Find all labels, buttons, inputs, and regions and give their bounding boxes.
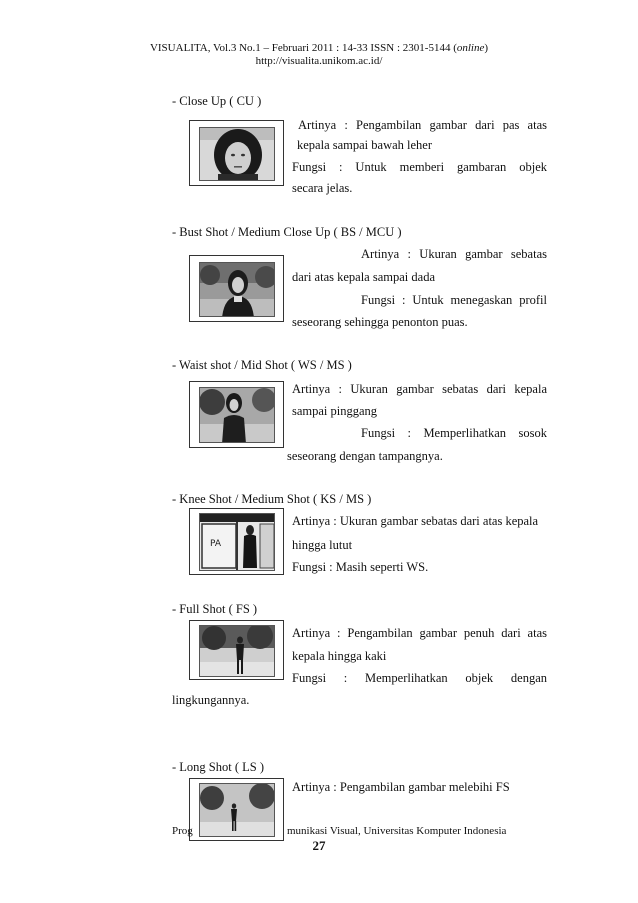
journal-header bbox=[0, 42, 638, 55]
long-shot-photo bbox=[199, 783, 275, 837]
bust-shot-photo bbox=[199, 262, 275, 317]
photo-frame bbox=[189, 381, 284, 448]
svg-text:PA: PA bbox=[210, 539, 222, 549]
section-heading-ws: - Waist shot / Mid Shot ( WS / MS ) bbox=[172, 358, 352, 372]
photo-frame bbox=[189, 120, 284, 186]
bs-line-4: seseorang sehingga penonton puas. bbox=[292, 315, 468, 329]
full-shot-photo bbox=[199, 625, 275, 677]
ws-line-4: seseorang dengan tampangnya. bbox=[287, 449, 443, 463]
section-heading-ks: - Knee Shot / Medium Shot ( KS / MS ) bbox=[172, 492, 372, 506]
photo-frame bbox=[189, 508, 284, 575]
cu-line-4: secara jelas. bbox=[292, 181, 353, 195]
bs-line-3: Fungsi : Untuk menegaskan profil bbox=[361, 293, 547, 307]
ls-line-1: Artinya : Pengambilan gambar melebihi FS bbox=[292, 780, 510, 794]
photo-frame bbox=[189, 620, 284, 680]
section-heading-cu: - Close Up ( CU ) bbox=[172, 94, 262, 108]
section-heading-bs: - Bust Shot / Medium Close Up ( BS / MCU ) bbox=[172, 225, 402, 239]
photo-frame bbox=[189, 255, 284, 322]
section-heading-fs: - Full Shot ( FS ) bbox=[172, 602, 258, 616]
photo-frame bbox=[189, 778, 284, 841]
header-online: online bbox=[456, 42, 485, 54]
ks-line-1: Artinya : Ukuran gambar sebatas dari atas kepala bbox=[292, 514, 539, 528]
bs-line-1: Artinya : Ukuran gambar sebatas bbox=[361, 247, 547, 261]
ks-line-3: Fungsi : Masih seperti WS. bbox=[292, 560, 429, 574]
fs-line-3: Fungsi : Memperlihatkan objek dengan bbox=[292, 671, 547, 685]
cu-line-3: Fungsi : Untuk memberi gambaran objek bbox=[292, 160, 547, 174]
fs-line-1: Artinya : Pengambilan gambar penuh dari atas bbox=[292, 626, 547, 640]
ws-line-1: Artinya : Ukuran gambar sebatas dari kepala bbox=[292, 382, 547, 396]
cu-line-2: kepala sampai bawah leher bbox=[297, 138, 433, 152]
header-citation: VISUALITA, Vol.3 No.1 – Februari 2011 : 14-33 ISSN : 2301-5144 ( bbox=[149, 42, 457, 54]
close-up-photo bbox=[199, 127, 275, 181]
journal-url: http://visualita.unikom.ac.id/ bbox=[255, 55, 383, 67]
ws-line-2: sampai pinggang bbox=[292, 404, 378, 418]
waist-shot-photo bbox=[199, 387, 275, 443]
fs-line-2: kepala hingga kaki bbox=[292, 649, 387, 663]
fs-line-4: lingkungannya. bbox=[172, 693, 250, 707]
page-number: 27 bbox=[312, 838, 326, 853]
ws-line-3: Fungsi : Memperlihatkan sosok bbox=[361, 426, 547, 440]
footer-right: munikasi Visual, Universitas Komputer Indonesia bbox=[287, 825, 507, 837]
footer-left: Prog bbox=[172, 825, 193, 837]
section-heading-ls: - Long Shot ( LS ) bbox=[172, 760, 265, 774]
header-paren: ) bbox=[484, 42, 489, 54]
knee-shot-photo bbox=[199, 513, 275, 571]
bs-line-2: dari atas kepala sampai dada bbox=[292, 270, 435, 284]
ks-line-2: hingga lutut bbox=[292, 538, 353, 552]
cu-line-1: Artinya : Pengambilan gambar dari pas atas bbox=[298, 118, 547, 132]
